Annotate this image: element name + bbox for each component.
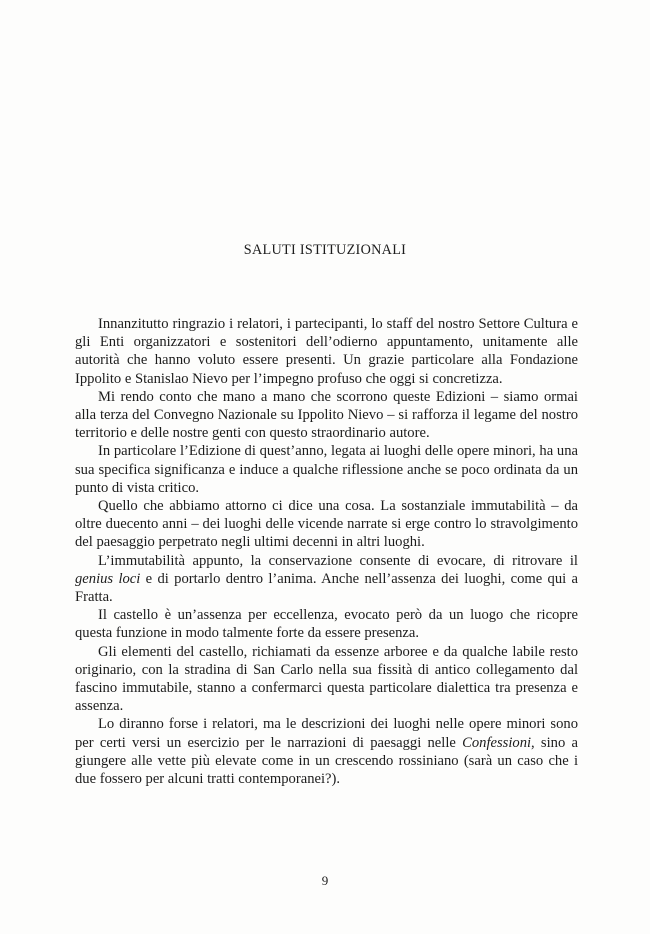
paragraph-7: Gli elementi del castello, richiamati da essenze arboree e da qualche labile resto originario, con la stradina di San Carlo nella sua fissità di antico collegamento dal fascino immutabile, stanno a confermarci questa particolare dialettica tra presenza e assenza. [75, 643, 578, 715]
paragraph-5-italic-term: genius loci [75, 570, 141, 587]
paragraph-8-text-start: Lo diranno forse i relatori, ma le descrizioni dei luoghi nelle opere minori sono per certi versi un esercizio per le narrazioni di paesaggi nelle [75, 716, 578, 751]
paragraph-5-text-end: e di portarlo dentro l’anima. Anche nell’assenza dei luoghi, come qui a Fratta. [75, 570, 578, 606]
paragraph-8-italic-title: Confessioni [462, 734, 532, 751]
page-number: 9 [321, 873, 329, 888]
paragraph-8 [75, 715, 578, 788]
section-title: SALUTI ISTITUZIONALI [243, 242, 407, 258]
paragraph-4: Quello che abbiamo attorno ci dice una cosa. La sostanziale immutabilità – da oltre duecento anni – dei luoghi delle vicende narrate si erge contro lo stravolgimento del paesaggio perpetrato negli ultimi decenni in altri luoghi. [75, 498, 578, 551]
paragraph-6: Il castello è un’assenza per eccellenza, evocato però da un luogo che ricopre questa funzione in modo talmente forte da essere presenza. [75, 607, 578, 642]
paragraph-3: In particolare l’Edizione di quest’anno, legata ai luoghi delle opere minori, ha una sua specifica significanza e induce a qualche riflessione anche se poco ordinata da un punto di vista critico. [75, 443, 578, 496]
paragraph-8-text-end: , sino a giungere alle vette più elevate come in un crescendo rossiniano (sarà un caso che i due fossero per alcuni tratti contemporanei?). [75, 734, 578, 788]
paragraph-5 [75, 552, 578, 607]
paragraph-5-text-start: L’immutabilità appunto, la conservazione consente di evocare, di ritrovare il [98, 552, 578, 569]
paragraph-2: Mi rendo conto che mano a mano che scorrono queste Edizioni – siamo ormai alla terza del Convegno Nazionale su Ippolito Nievo – si rafforza il legame del nostro territorio e delle nostre genti con questo straordinario autore. [75, 388, 578, 442]
body-text [75, 315, 578, 788]
paragraph-1: Innanzitutto ringrazio i relatori, i partecipanti, lo staff del nostro Settore Cultura e gli Enti organizzatori e sostenitori dell’odierno appuntamento, unitamente alle autorità che hanno voluto essere presenti. Un grazie particolare alla Fondazione Ippolito e Stanislao Nievo per l’impegno profuso che oggi si concretizza. [75, 316, 578, 387]
